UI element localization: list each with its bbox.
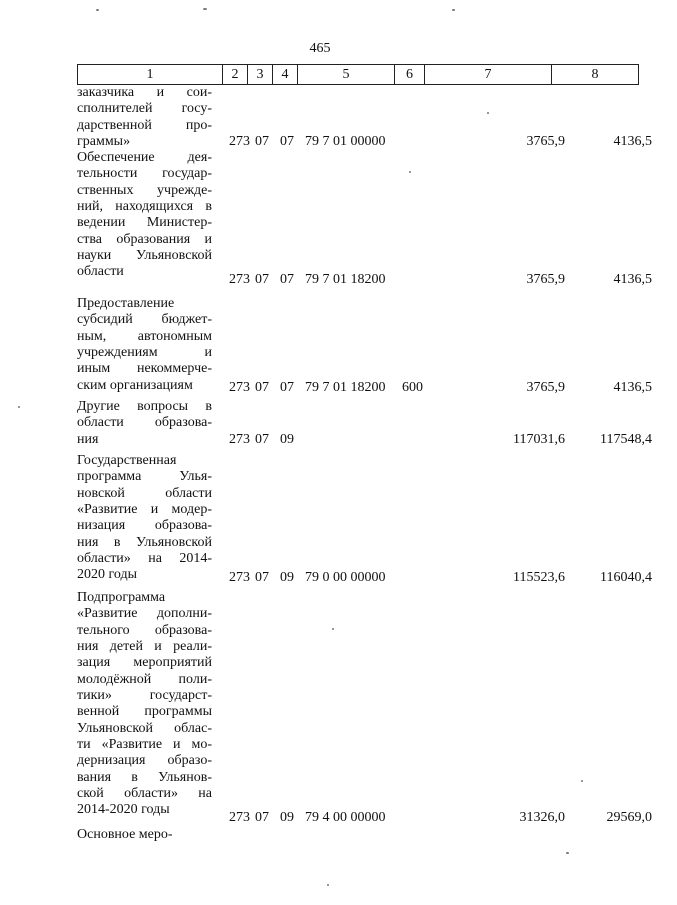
description-line: ным, автономным bbox=[77, 328, 212, 344]
cell-col3: 07 bbox=[255, 810, 269, 825]
description-line: Обеспечение дея- bbox=[77, 150, 212, 165]
cell-col8: 4136,5 bbox=[613, 272, 652, 287]
cell-col3: 07 bbox=[255, 570, 269, 585]
description-line: Другие вопросы в bbox=[77, 399, 212, 414]
description-line: области bbox=[77, 264, 124, 280]
cell-col2: 273 bbox=[229, 432, 250, 447]
description-line: иным некоммерче- bbox=[77, 361, 212, 377]
description-line: области образова- bbox=[77, 415, 212, 431]
cell-col2: 273 bbox=[229, 134, 250, 149]
description-line: 2020 годы bbox=[77, 567, 138, 583]
column-header-2: 2 bbox=[223, 65, 248, 85]
cell-col3: 07 bbox=[255, 432, 269, 447]
row-description bbox=[77, 150, 212, 281]
description-line: Подпрограмма bbox=[77, 590, 166, 605]
description-line: зация мероприятий bbox=[77, 655, 212, 671]
cell-col7: 117031,6 bbox=[513, 432, 565, 447]
description-line: молодёжной поли- bbox=[77, 671, 212, 687]
cell-col8: 4136,5 bbox=[613, 380, 652, 395]
description-line: тельного образова- bbox=[77, 622, 212, 638]
description-line: Государственная bbox=[77, 453, 177, 468]
cell-col5: 79 7 01 18200 bbox=[305, 272, 386, 287]
description-line: заказчика и сои- bbox=[77, 85, 212, 100]
row-description bbox=[77, 590, 212, 819]
cell-col7: 3765,9 bbox=[526, 272, 565, 287]
scan-speck bbox=[332, 628, 334, 630]
cell-col4: 09 bbox=[280, 810, 294, 825]
description-line: ской области» на bbox=[77, 786, 212, 802]
cell-col5: 79 0 00 00000 bbox=[305, 570, 386, 585]
description-line: учреждениям и bbox=[77, 345, 212, 361]
description-line: ния bbox=[77, 431, 99, 447]
cell-col2: 273 bbox=[229, 570, 250, 585]
description-line: тики» государст- bbox=[77, 688, 212, 704]
cell-col4: 09 bbox=[280, 570, 294, 585]
cell-col8: 29569,0 bbox=[606, 810, 652, 825]
cell-col2: 273 bbox=[229, 810, 250, 825]
scan-speck bbox=[566, 852, 569, 854]
cell-col2: 273 bbox=[229, 380, 250, 395]
column-header-6: 6 bbox=[395, 65, 425, 85]
cell-col3: 07 bbox=[255, 380, 269, 395]
cell-col5: 79 7 01 18200 bbox=[305, 380, 386, 395]
cell-col8: 117548,4 bbox=[600, 432, 652, 447]
description-line: низация образова- bbox=[77, 518, 212, 534]
description-line: программа Улья- bbox=[77, 469, 212, 485]
row-description bbox=[77, 85, 212, 150]
cell-col3: 07 bbox=[255, 134, 269, 149]
column-header-7: 7 bbox=[425, 65, 552, 85]
column-header-3: 3 bbox=[248, 65, 273, 85]
cell-col7: 31326,0 bbox=[519, 810, 565, 825]
cell-col4: 07 bbox=[280, 272, 294, 287]
column-header-4: 4 bbox=[273, 65, 298, 85]
cell-col5: 79 4 00 00000 bbox=[305, 810, 386, 825]
description-line: ния в Ульяновской bbox=[77, 534, 212, 550]
scan-speck bbox=[487, 112, 489, 114]
column-header-1: 1 bbox=[78, 65, 223, 85]
scan-speck bbox=[96, 9, 99, 11]
description-line: ведении Министер- bbox=[77, 215, 212, 231]
cell-col7: 115523,6 bbox=[513, 570, 565, 585]
cell-col4: 09 bbox=[280, 432, 294, 447]
cell-col5: 79 7 01 00000 bbox=[305, 134, 386, 149]
description-line: ства образования и bbox=[77, 231, 212, 247]
description-line: области» на 2014- bbox=[77, 551, 212, 567]
description-line: Ульяновской облас- bbox=[77, 720, 212, 736]
description-line: Основное меро- bbox=[77, 827, 173, 842]
description-line: граммы» bbox=[77, 134, 131, 150]
description-line: «Развитие дополни- bbox=[77, 606, 212, 622]
cell-col3: 07 bbox=[255, 272, 269, 287]
description-line: ний, находящихся в bbox=[77, 199, 212, 215]
row-description bbox=[77, 453, 212, 584]
cell-col6: 600 bbox=[402, 380, 423, 395]
description-line: новской области bbox=[77, 485, 212, 501]
description-line: венной программы bbox=[77, 704, 212, 720]
scan-speck bbox=[452, 9, 455, 11]
column-header-5: 5 bbox=[298, 65, 395, 85]
scan-speck bbox=[581, 780, 583, 782]
description-line: ти «Развитие и мо- bbox=[77, 737, 212, 753]
description-line: ния детей и реали- bbox=[77, 639, 212, 655]
column-header-row bbox=[77, 64, 639, 85]
cell-col8: 4136,5 bbox=[613, 134, 652, 149]
description-line: дарственной про- bbox=[77, 117, 212, 133]
cell-col4: 07 bbox=[280, 380, 294, 395]
description-line: 2014-2020 годы bbox=[77, 802, 170, 818]
page-number: 465 bbox=[309, 41, 331, 56]
description-line: «Развитие и модер- bbox=[77, 502, 212, 518]
scan-speck bbox=[327, 884, 329, 886]
cell-col2: 273 bbox=[229, 272, 250, 287]
cell-col4: 07 bbox=[280, 134, 294, 149]
column-header-8: 8 bbox=[552, 65, 639, 85]
description-line: науки Ульяновской bbox=[77, 248, 212, 264]
description-line: сполнителей госу- bbox=[77, 101, 212, 117]
description-line: субсидий бюджет- bbox=[77, 312, 212, 328]
description-line: ским организациям bbox=[77, 377, 193, 393]
cell-col7: 3765,9 bbox=[526, 380, 565, 395]
scan-speck bbox=[18, 406, 20, 408]
scan-speck bbox=[203, 8, 207, 10]
row-description bbox=[77, 399, 212, 448]
description-line: вания в Ульянов- bbox=[77, 769, 212, 785]
description-line: ственных учрежде- bbox=[77, 182, 212, 198]
row-description bbox=[77, 827, 212, 843]
description-line: Предоставление bbox=[77, 296, 175, 311]
description-line: дернизация образо- bbox=[77, 753, 212, 769]
cell-col8: 116040,4 bbox=[600, 570, 652, 585]
description-line: тельности государ- bbox=[77, 166, 212, 182]
cell-col7: 3765,9 bbox=[526, 134, 565, 149]
scan-speck bbox=[409, 171, 411, 173]
row-description bbox=[77, 296, 212, 394]
